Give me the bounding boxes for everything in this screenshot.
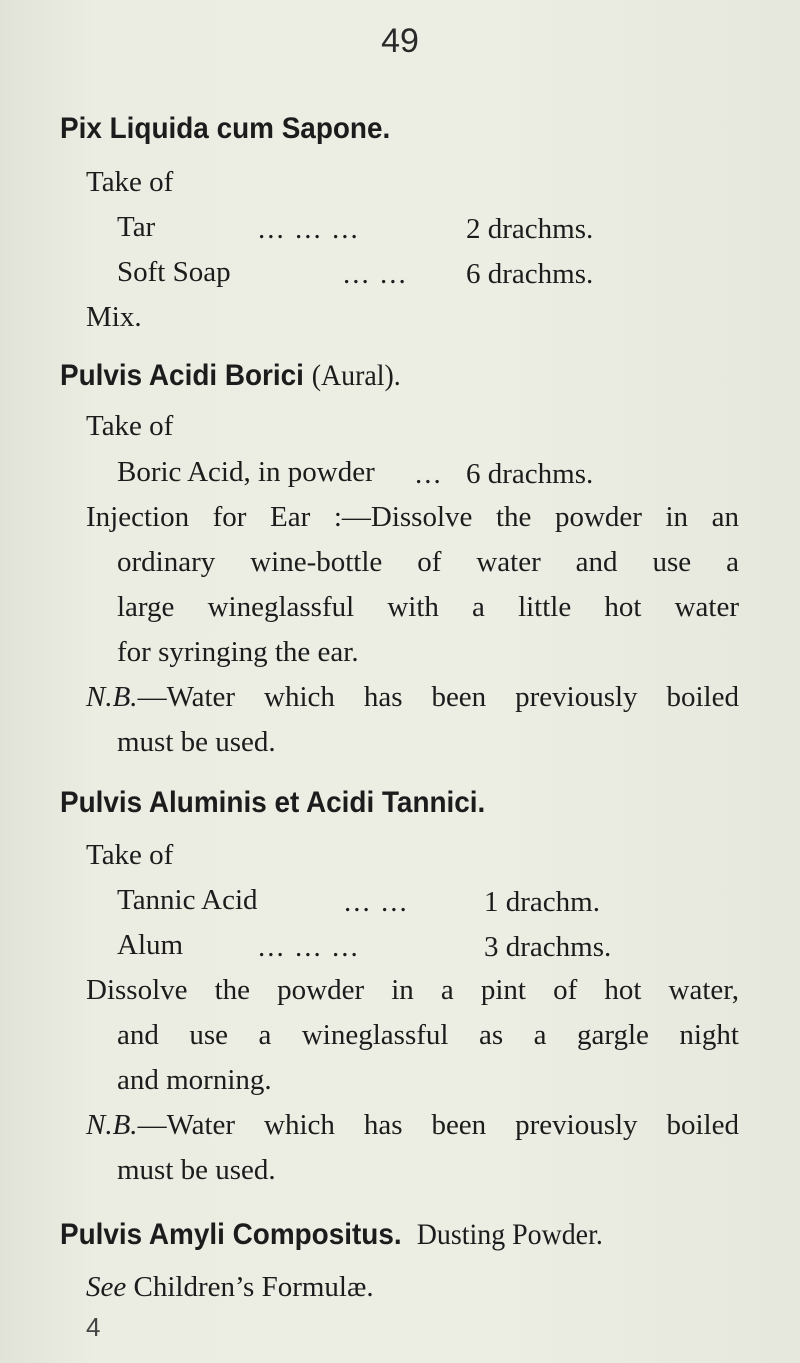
directions-line: for syringing the ear. <box>117 636 359 668</box>
ingredient-name: Boric Acid, in powder <box>117 456 375 488</box>
recipe-heading-pulvis-aluminis: Pulvis Aluminis et Acidi Tannici. <box>60 786 486 819</box>
ingredient-name: Tannic Acid <box>117 884 258 916</box>
ingredient-name: Soft Soap <box>117 256 231 288</box>
recipe-heading-pulvis-acidi-borici <box>60 359 401 393</box>
note-line: must be used. <box>117 726 276 758</box>
ingredient-amount: 1 drachm. <box>484 886 600 918</box>
ingredient-name: Tar <box>117 211 156 243</box>
see-label: See <box>86 1271 127 1303</box>
take-of-label: Take of <box>86 166 174 198</box>
recipe-heading-pulvis-amyli <box>60 1218 730 1252</box>
instruction-text: Mix. <box>86 301 142 333</box>
note-label: N.B. <box>86 1109 138 1141</box>
leader-dots: ... ... <box>344 886 409 918</box>
leader-dots: ... <box>415 458 443 490</box>
directions-line: Injection for Ear :—Dissolve the powder in an <box>86 501 739 533</box>
take-of-label: Take of <box>86 839 174 871</box>
heading-title: Pulvis Amyli Compositus. <box>60 1218 402 1251</box>
heading-suffix: (Aural). <box>311 359 401 392</box>
directions-line: and use a wineglassful as a gargle night <box>117 1019 739 1051</box>
note-line: must be used. <box>117 1154 276 1186</box>
ingredient-amount: 6 drachms. <box>466 458 594 490</box>
signature-mark: 4 <box>86 1312 101 1342</box>
ingredient-amount: 6 drachms. <box>466 258 594 290</box>
note-text: —Water which has been previously boiled <box>137 681 739 713</box>
leader-dots: ... ... <box>343 258 408 290</box>
leader-dots: ... ... ... <box>258 931 360 963</box>
note-line <box>86 683 739 712</box>
recipe-heading-pix-liquida: Pix Liquida cum Sapone. <box>60 112 391 145</box>
heading-title: Pulvis Acidi Borici <box>60 359 304 392</box>
take-of-label: Take of <box>86 410 174 442</box>
directions-line: and morning. <box>117 1064 272 1096</box>
note-text: —Water which has been previously boiled <box>137 1109 739 1141</box>
cross-reference <box>86 1273 374 1302</box>
ingredient-amount: 2 drachms. <box>466 213 594 245</box>
see-text: Children’s Formulæ. <box>133 1271 374 1303</box>
note-line <box>86 1111 739 1140</box>
ingredient-name: Alum <box>117 929 184 961</box>
note-label: N.B. <box>86 681 138 713</box>
directions-line: large wineglassful with a little hot water <box>117 591 739 623</box>
heading-suffix: Dusting Powder. <box>416 1218 603 1251</box>
leader-dots: ... ... ... <box>258 213 360 245</box>
directions-line: Dissolve the powder in a pint of hot water, <box>86 974 739 1006</box>
page-number: 49 <box>381 22 419 60</box>
directions-line: ordinary wine-bottle of water and use a <box>117 546 739 578</box>
ingredient-amount: 3 drachms. <box>484 931 612 963</box>
